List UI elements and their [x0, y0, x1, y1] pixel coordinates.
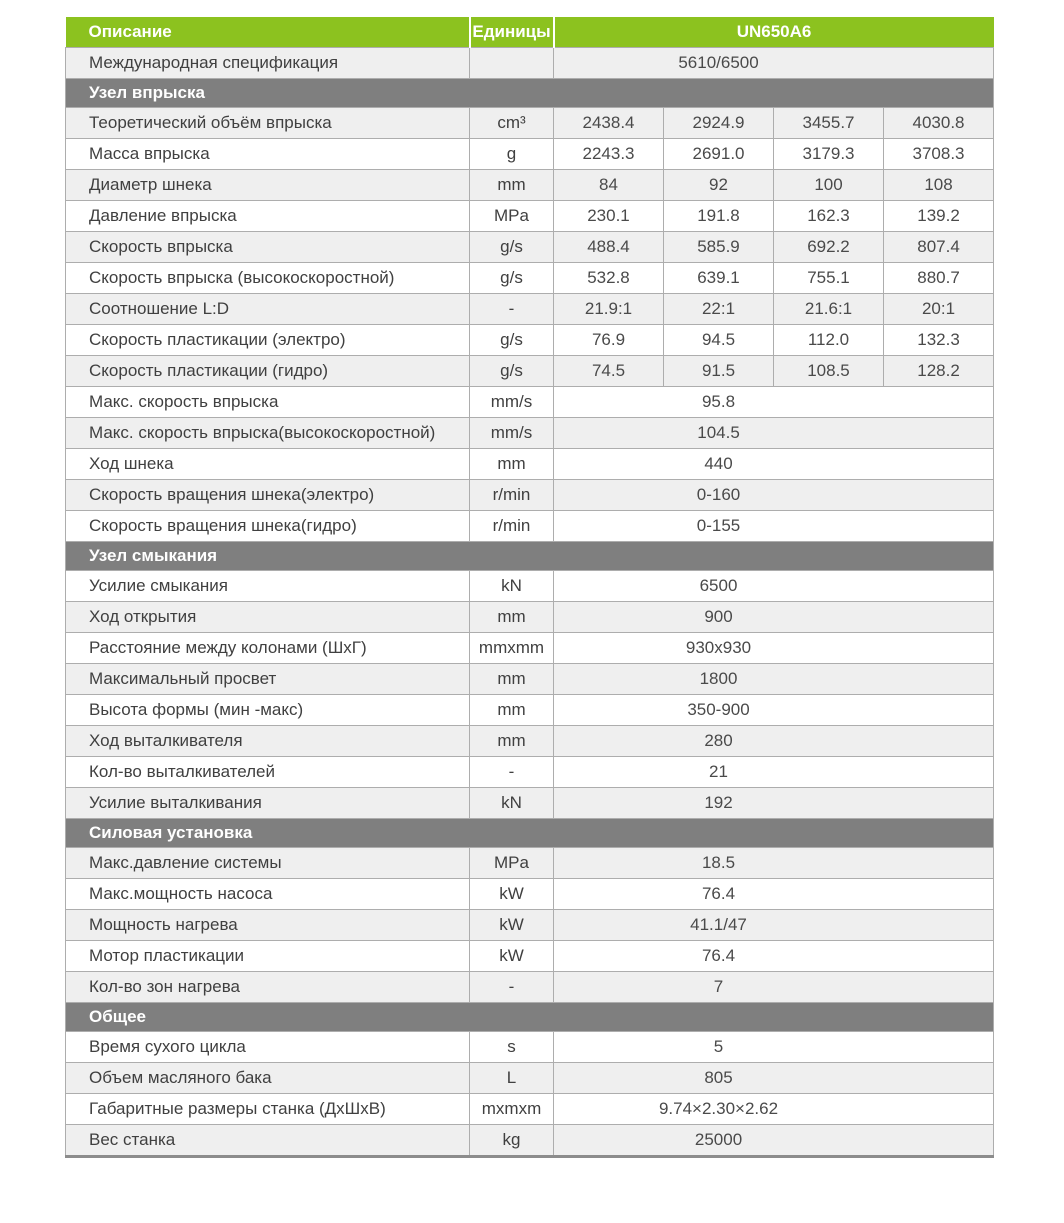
row-units: mxmxm [470, 1094, 554, 1125]
row-units: - [470, 757, 554, 788]
row-value: 4030.8 [884, 108, 994, 139]
row-value-merged: 350-900 [554, 695, 994, 726]
spec-row [66, 1125, 994, 1157]
row-value: 22:1 [664, 294, 774, 325]
row-value: 3455.7 [774, 108, 884, 139]
row-units: MPa [470, 201, 554, 232]
row-units: kN [470, 788, 554, 819]
section-title: Общее [66, 1003, 994, 1032]
row-label: Вес станка [66, 1125, 470, 1157]
row-value: 74.5 [554, 356, 664, 387]
row-label: Международная спецификация [66, 48, 470, 79]
spec-row [66, 48, 994, 79]
spec-row [66, 848, 994, 879]
row-value: 91.5 [664, 356, 774, 387]
column-header-model: UN650A6 [554, 17, 994, 48]
row-label: Мощность нагрева [66, 910, 470, 941]
row-value: 488.4 [554, 232, 664, 263]
section-title: Силовая установка [66, 819, 994, 848]
row-value: 108.5 [774, 356, 884, 387]
spec-row [66, 1063, 994, 1094]
spec-row [66, 972, 994, 1003]
row-value-merged: 104.5 [554, 418, 994, 449]
row-value: 92 [664, 170, 774, 201]
section-title: Узел смыкания [66, 542, 994, 571]
row-units: g/s [470, 263, 554, 294]
row-value-merged: 7 [554, 972, 994, 1003]
row-value: 2924.9 [664, 108, 774, 139]
spec-row [66, 726, 994, 757]
spec-row [66, 1094, 994, 1125]
row-value-merged: 76.4 [554, 879, 994, 910]
row-units: g/s [470, 356, 554, 387]
row-units: cm³ [470, 108, 554, 139]
row-label: Максимальный просвет [66, 664, 470, 695]
row-value: 128.2 [884, 356, 994, 387]
row-units: mm [470, 664, 554, 695]
row-value: 84 [554, 170, 664, 201]
spec-row [66, 879, 994, 910]
row-label: Мотор пластикации [66, 941, 470, 972]
row-value-merged: 5 [554, 1032, 994, 1063]
row-value: 112.0 [774, 325, 884, 356]
spec-row [66, 757, 994, 788]
row-value: 532.8 [554, 263, 664, 294]
spec-row [66, 664, 994, 695]
row-value: 108 [884, 170, 994, 201]
row-value: 755.1 [774, 263, 884, 294]
row-units: s [470, 1032, 554, 1063]
row-value-merged: 930x930 [554, 633, 994, 664]
row-units: kW [470, 910, 554, 941]
spec-row [66, 170, 994, 201]
row-units: mm [470, 602, 554, 633]
row-label: Скорость вращения шнека(электро) [66, 480, 470, 511]
row-value: 162.3 [774, 201, 884, 232]
row-units: r/min [470, 480, 554, 511]
row-units: - [470, 294, 554, 325]
spec-row [66, 480, 994, 511]
spec-row [66, 294, 994, 325]
row-value-merged: 1800 [554, 664, 994, 695]
row-value-merged: 76.4 [554, 941, 994, 972]
row-value: 2243.3 [554, 139, 664, 170]
spec-row [66, 418, 994, 449]
spec-row [66, 633, 994, 664]
row-units: r/min [470, 511, 554, 542]
row-label: Макс.давление системы [66, 848, 470, 879]
row-units: kg [470, 1125, 554, 1157]
row-value: 692.2 [774, 232, 884, 263]
row-value-merged: 192 [554, 788, 994, 819]
row-label: Соотношение L:D [66, 294, 470, 325]
spec-row [66, 571, 994, 602]
row-units: L [470, 1063, 554, 1094]
row-label: Объем масляного бака [66, 1063, 470, 1094]
spec-row [66, 511, 994, 542]
spec-row [66, 941, 994, 972]
row-units: MPa [470, 848, 554, 879]
row-value-merged: 280 [554, 726, 994, 757]
row-label: Ход шнека [66, 449, 470, 480]
row-value-merged: 900 [554, 602, 994, 633]
row-value: 100 [774, 170, 884, 201]
row-value: 807.4 [884, 232, 994, 263]
row-label: Макс. скорость впрыска(высокоскоростной) [66, 418, 470, 449]
row-value-merged: 0-155 [554, 511, 994, 542]
section-header-row [66, 819, 994, 848]
row-value: 3708.3 [884, 139, 994, 170]
spec-table [65, 17, 994, 1158]
row-label: Ход открытия [66, 602, 470, 633]
spec-row [66, 325, 994, 356]
row-units: mm [470, 449, 554, 480]
row-value: 20:1 [884, 294, 994, 325]
row-units: mm/s [470, 387, 554, 418]
spec-table-body [66, 48, 994, 1157]
row-value-merged: 41.1/47 [554, 910, 994, 941]
row-label: Ход выталкивателя [66, 726, 470, 757]
row-label: Теоретический объём впрыска [66, 108, 470, 139]
row-value: 21.6:1 [774, 294, 884, 325]
spec-row [66, 139, 994, 170]
row-units: g [470, 139, 554, 170]
row-label: Скорость пластикации (электро) [66, 325, 470, 356]
row-label: Масса впрыска [66, 139, 470, 170]
section-title: Узел впрыска [66, 79, 994, 108]
section-header-row [66, 542, 994, 571]
row-label: Скорость впрыска [66, 232, 470, 263]
row-label: Макс. скорость впрыска [66, 387, 470, 418]
row-value: 139.2 [884, 201, 994, 232]
column-header-description: Описание [66, 17, 470, 48]
row-units: g/s [470, 325, 554, 356]
row-label: Кол-во выталкивателей [66, 757, 470, 788]
spec-row [66, 232, 994, 263]
row-value-merged: 6500 [554, 571, 994, 602]
spec-row [66, 602, 994, 633]
row-value: 230.1 [554, 201, 664, 232]
row-units: mm [470, 695, 554, 726]
row-value-merged: 5610/6500 [554, 48, 994, 79]
row-value-merged: 21 [554, 757, 994, 788]
row-label: Диаметр шнека [66, 170, 470, 201]
row-label: Давление впрыска [66, 201, 470, 232]
row-value: 639.1 [664, 263, 774, 294]
row-label: Усилие выталкивания [66, 788, 470, 819]
row-value-merged: 95.8 [554, 387, 994, 418]
row-value-merged: 25000 [554, 1125, 994, 1157]
row-label: Габаритные размеры станка (ДхШхВ) [66, 1094, 470, 1125]
spec-row [66, 1032, 994, 1063]
row-label: Высота формы (мин -макс) [66, 695, 470, 726]
table-header-row [66, 17, 994, 48]
row-units: mm [470, 170, 554, 201]
row-label: Скорость впрыска (высокоскоростной) [66, 263, 470, 294]
row-label: Усилие смыкания [66, 571, 470, 602]
row-value-merged: 18.5 [554, 848, 994, 879]
row-label: Кол-во зон нагрева [66, 972, 470, 1003]
spec-row [66, 108, 994, 139]
row-value-merged: 0-160 [554, 480, 994, 511]
row-units: mm [470, 726, 554, 757]
section-header-row [66, 1003, 994, 1032]
row-label: Скорость вращения шнека(гидро) [66, 511, 470, 542]
row-value: 191.8 [664, 201, 774, 232]
row-label: Время сухого цикла [66, 1032, 470, 1063]
row-units: mm/s [470, 418, 554, 449]
spec-row [66, 201, 994, 232]
row-value-merged: 805 [554, 1063, 994, 1094]
row-label: Макс.мощность насоса [66, 879, 470, 910]
column-header-units: Единицы [470, 17, 554, 48]
row-value: 76.9 [554, 325, 664, 356]
row-units: kN [470, 571, 554, 602]
spec-row [66, 263, 994, 294]
spec-row [66, 449, 994, 480]
row-value-merged: 440 [554, 449, 994, 480]
spec-row [66, 356, 994, 387]
row-units [470, 48, 554, 79]
spec-row [66, 788, 994, 819]
spec-row [66, 910, 994, 941]
spec-row [66, 387, 994, 418]
row-value: 21.9:1 [554, 294, 664, 325]
row-label: Расстояние между колонами (ШхГ) [66, 633, 470, 664]
row-value: 880.7 [884, 263, 994, 294]
row-units: kW [470, 941, 554, 972]
row-units: - [470, 972, 554, 1003]
row-units: g/s [470, 232, 554, 263]
section-header-row [66, 79, 994, 108]
row-units: kW [470, 879, 554, 910]
row-value: 2691.0 [664, 139, 774, 170]
row-units: mmxmm [470, 633, 554, 664]
row-value: 585.9 [664, 232, 774, 263]
row-value: 132.3 [884, 325, 994, 356]
spec-row [66, 695, 994, 726]
row-value: 94.5 [664, 325, 774, 356]
row-value: 2438.4 [554, 108, 664, 139]
row-value-merged: 9.74×2.30×2.62 [554, 1094, 994, 1125]
row-value: 3179.3 [774, 139, 884, 170]
row-label: Скорость пластикации (гидро) [66, 356, 470, 387]
